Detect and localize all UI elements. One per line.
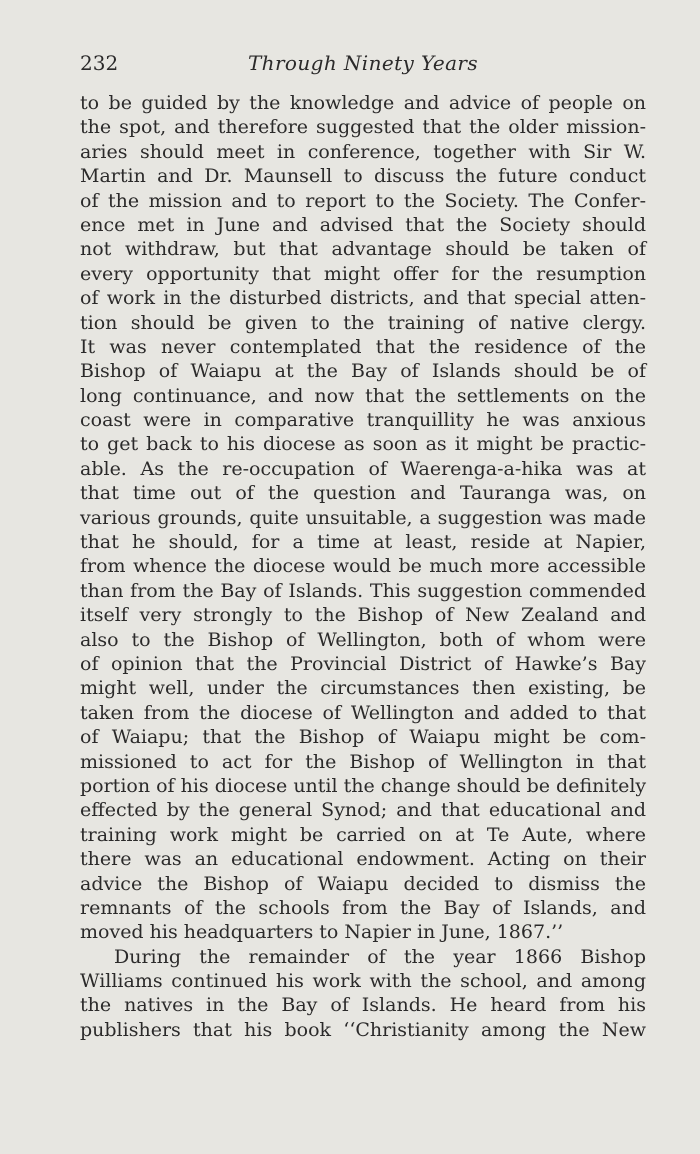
text-line: to be guided by the knowledge and advice of people on xyxy=(80,92,646,114)
text-line: Martin and Dr. Maunsell to discuss the future conduct xyxy=(80,165,646,188)
text-line: remnants of the schools from the Bay of Islands, and xyxy=(80,896,646,919)
text-line: ence met in June and advised that the Society should xyxy=(80,213,646,236)
text-line: of opinion that the Provincial District of Hawke’s Bay xyxy=(80,652,646,675)
text-line: there was an educational endowment. Acting on their xyxy=(80,848,646,871)
text-line: aries should meet in conference, together with Sir W. xyxy=(80,140,646,163)
text-line: It was never contemplated that the residence of the xyxy=(80,335,646,358)
text-line: Williams continued his work with the school, and among xyxy=(80,970,646,993)
text-line: than from the Bay of Islands. This suggestion commended xyxy=(80,579,646,602)
text-line: from whence the diocese would be much more accessible xyxy=(80,555,646,578)
text-line: of the mission and to report to the Society. The Confer- xyxy=(80,189,646,212)
text-line: the spot, and therefore suggested that the older mission- xyxy=(80,116,646,139)
text-line: long continuance, and now that the settlements on the xyxy=(80,384,646,407)
text-line: also to the Bishop of Wellington, both of whom were xyxy=(80,628,646,651)
text-line: Bishop of Waiapu at the Bay of Islands should be of xyxy=(80,360,646,383)
text-line: that he should, for a time at least, reside at Napier, xyxy=(80,531,646,554)
text-line: training work might be carried on at Te Aute, where xyxy=(80,823,646,846)
text-line: might well, under the circumstances then existing, be xyxy=(80,677,646,700)
text-line: various grounds, quite unsuitable, a suggestion was made xyxy=(80,506,646,529)
text-line: moved his headquarters to Napier in June, 1867.’’ xyxy=(80,921,564,944)
text-line: portion of his diocese until the change should be definitely xyxy=(80,774,647,797)
text-line: able. As the re-occupation of Waerenga-a-hika was at xyxy=(80,457,646,480)
text-line: coast were in comparative tranquillity he was anxious xyxy=(80,409,646,432)
text-line: taken from the diocese of Wellington and added to that xyxy=(80,701,646,724)
text-line: itself very strongly to the Bishop of New Zealand and xyxy=(80,604,646,627)
text-line: missioned to act for the Bishop of Wellington in that xyxy=(80,750,646,773)
paragraph xyxy=(80,91,646,945)
text-line: During the remainder of the year 1866 Bishop xyxy=(114,945,646,968)
page-header xyxy=(80,50,646,76)
text-line: that time out of the question and Tauranga was, on xyxy=(80,482,646,505)
page-number: 232 xyxy=(80,51,119,75)
text-line: of Waiapu; that the Bishop of Waiapu might be com- xyxy=(80,726,646,749)
text-line: not withdraw, but that advantage should be taken of xyxy=(80,238,646,261)
paragraph xyxy=(80,945,646,1043)
text-line: the natives in the Bay of Islands. He heard from his xyxy=(80,994,646,1017)
body-text xyxy=(80,91,646,1042)
text-line: tion should be given to the training of native clergy. xyxy=(80,311,646,334)
text-line: of work in the disturbed districts, and that special atten- xyxy=(80,287,646,310)
text-line: advice the Bishop of Waiapu decided to dismiss the xyxy=(80,872,646,895)
running-title: Through Ninety Years xyxy=(247,51,479,75)
text-line: to get back to his diocese as soon as it might be practic- xyxy=(80,433,646,456)
text-line: every opportunity that might offer for the resumption xyxy=(80,262,646,285)
text-line: publishers that his book ‘‘Christianity among the New xyxy=(80,1018,646,1041)
text-line: effected by the general Synod; and that educational and xyxy=(80,799,646,822)
